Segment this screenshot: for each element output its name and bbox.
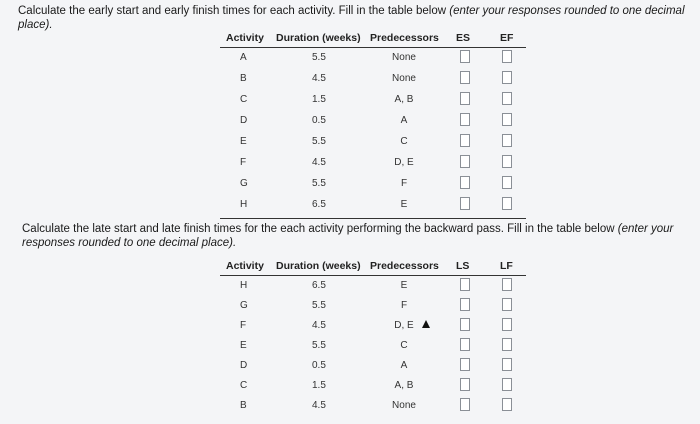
lf-input-c[interactable] xyxy=(502,378,512,391)
predecessors-cell: E xyxy=(400,199,408,210)
duration-cell: 6.5 xyxy=(312,280,326,291)
backward-row-g xyxy=(220,300,526,320)
forward-row-c xyxy=(220,94,526,115)
forward-instruction-main: Calculate the early start and early finish times for each activity. Fill in the table below xyxy=(18,5,447,17)
activity-cell: B xyxy=(240,400,247,411)
duration-cell: 4.5 xyxy=(312,320,326,331)
activity-cell: H xyxy=(240,280,248,291)
activity-cell: H xyxy=(240,199,248,210)
duration-cell: 0.5 xyxy=(312,360,326,371)
forward-row-h xyxy=(220,199,526,220)
forward-pass-instruction xyxy=(18,4,698,32)
predecessors-cell: D, E xyxy=(394,157,414,168)
forward-row-e xyxy=(220,136,526,157)
predecessors-cell: A xyxy=(400,115,408,126)
predecessors-cell: None xyxy=(392,400,416,411)
ls-input-b[interactable] xyxy=(460,398,470,411)
activity-cell: D xyxy=(240,115,248,126)
duration-cell: 5.5 xyxy=(312,136,326,147)
backward-header-rule xyxy=(220,275,526,276)
backward-instruction-note: (enter your responses rounded to one decimal place). xyxy=(22,223,674,249)
backward-row-b xyxy=(220,400,526,420)
backward-instruction-main: Calculate the late start and late finish times for the each activity performing the backward pass. Fill in the table below xyxy=(22,223,615,235)
duration-cell: 4.5 xyxy=(312,157,326,168)
predecessors-cell: D, E xyxy=(394,320,414,331)
es-input-h[interactable] xyxy=(460,197,470,210)
predecessors-cell: E xyxy=(400,280,408,291)
forward-row-f xyxy=(220,157,526,178)
es-input-a[interactable] xyxy=(460,50,470,63)
backward-header-pred: Predecessors xyxy=(370,260,439,272)
ef-input-h[interactable] xyxy=(502,197,512,210)
es-input-b[interactable] xyxy=(460,71,470,84)
predecessors-cell: C xyxy=(400,136,408,147)
backward-pass-instruction xyxy=(22,222,698,250)
backward-row-e xyxy=(220,340,526,360)
duration-cell: 5.5 xyxy=(312,300,326,311)
es-input-f[interactable] xyxy=(460,155,470,168)
backward-header-activity: Activity xyxy=(226,260,264,272)
forward-bottom-rule xyxy=(220,218,526,219)
ls-input-h[interactable] xyxy=(460,278,470,291)
backward-row-h xyxy=(220,280,526,300)
predecessors-cell: None xyxy=(392,73,416,84)
forward-header-pred: Predecessors xyxy=(370,32,439,44)
duration-cell: 5.5 xyxy=(312,340,326,351)
ef-input-c[interactable] xyxy=(502,92,512,105)
duration-cell: 0.5 xyxy=(312,115,326,126)
duration-cell: 1.5 xyxy=(312,94,326,105)
ef-input-b[interactable] xyxy=(502,71,512,84)
ef-input-a[interactable] xyxy=(502,50,512,63)
predecessors-cell: A, B xyxy=(394,94,414,105)
forward-row-g xyxy=(220,178,526,199)
duration-cell: 4.5 xyxy=(312,400,326,411)
ef-input-e[interactable] xyxy=(502,134,512,147)
activity-cell: D xyxy=(240,360,248,371)
backward-header-duration: Duration (weeks) xyxy=(276,260,361,272)
predecessors-cell: None xyxy=(392,52,416,63)
duration-cell: 5.5 xyxy=(312,178,326,189)
duration-cell: 5.5 xyxy=(312,52,326,63)
activity-cell: B xyxy=(240,73,247,84)
activity-cell: G xyxy=(240,300,248,311)
activity-cell: A xyxy=(240,52,247,63)
lf-input-f[interactable] xyxy=(502,318,512,331)
predecessors-cell: F xyxy=(400,300,408,311)
ef-input-g[interactable] xyxy=(502,176,512,189)
activity-cell: C xyxy=(240,94,248,105)
lf-input-b[interactable] xyxy=(502,398,512,411)
forward-row-b xyxy=(220,73,526,94)
ls-input-g[interactable] xyxy=(460,298,470,311)
activity-cell: G xyxy=(240,178,248,189)
backward-row-d xyxy=(220,360,526,380)
activity-cell: F xyxy=(240,320,247,331)
es-input-e[interactable] xyxy=(460,134,470,147)
lf-input-h[interactable] xyxy=(502,278,512,291)
es-input-c[interactable] xyxy=(460,92,470,105)
predecessors-cell: A xyxy=(400,360,408,371)
duration-cell: 1.5 xyxy=(312,380,326,391)
activity-cell: C xyxy=(240,380,248,391)
forward-instruction-note: (enter your responses rounded to one decimal place). xyxy=(18,5,685,31)
lf-input-e[interactable] xyxy=(502,338,512,351)
ls-input-d[interactable] xyxy=(460,358,470,371)
forward-header-rule xyxy=(220,47,526,48)
ls-input-e[interactable] xyxy=(460,338,470,351)
lf-input-d[interactable] xyxy=(502,358,512,371)
ef-input-d[interactable] xyxy=(502,113,512,126)
mouse-cursor-icon xyxy=(422,320,430,328)
lf-input-g[interactable] xyxy=(502,298,512,311)
backward-row-f xyxy=(220,320,526,340)
duration-cell: 6.5 xyxy=(312,199,326,210)
forward-header-activity: Activity xyxy=(226,32,264,44)
predecessors-cell: F xyxy=(400,178,408,189)
predecessors-cell: A, B xyxy=(394,380,414,391)
ef-input-f[interactable] xyxy=(502,155,512,168)
forward-row-d xyxy=(220,115,526,136)
activity-cell: E xyxy=(240,136,247,147)
forward-row-a xyxy=(220,52,526,73)
predecessors-cell: C xyxy=(400,340,408,351)
activity-cell: E xyxy=(240,340,247,351)
duration-cell: 4.5 xyxy=(312,73,326,84)
backward-header-col4: LS xyxy=(456,260,470,272)
ls-input-c[interactable] xyxy=(460,378,470,391)
es-input-d[interactable] xyxy=(460,113,470,126)
forward-header-col4: ES xyxy=(456,32,471,44)
ls-input-f[interactable] xyxy=(460,318,470,331)
backward-header-col5: LF xyxy=(500,260,513,272)
forward-header-duration: Duration (weeks) xyxy=(276,32,361,44)
es-input-g[interactable] xyxy=(460,176,470,189)
forward-header-col5: EF xyxy=(500,32,514,44)
backward-row-c xyxy=(220,380,526,400)
activity-cell: F xyxy=(240,157,247,168)
